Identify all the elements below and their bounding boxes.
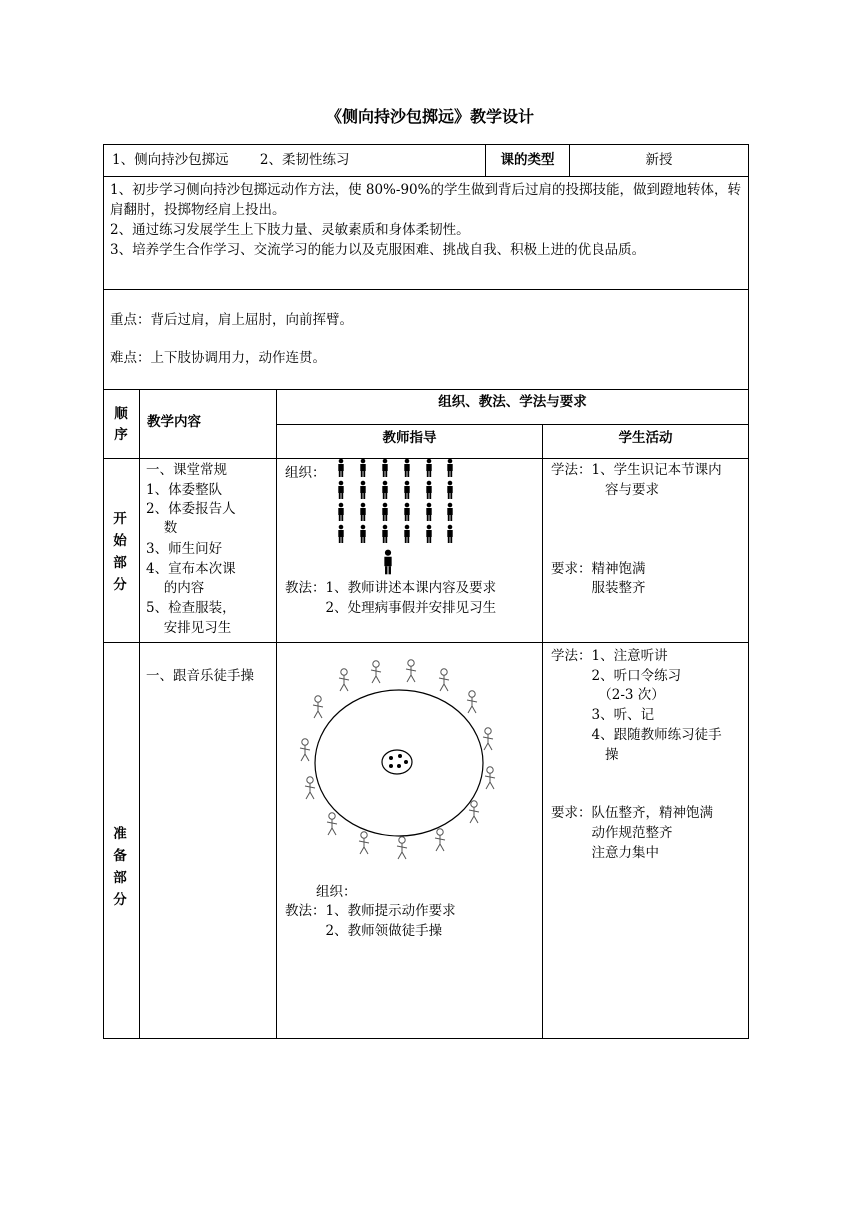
objective-1: 1、初步学习侧向持沙包掷远动作方法，使 80%-90%的学生做到背后过肩的投掷技能，做到蹬地转体，转肩翻肘，投掷物经肩上投出。 bbox=[110, 182, 741, 218]
content-header: 教学内容 bbox=[147, 414, 201, 430]
org-label: 组织： bbox=[316, 884, 357, 900]
org-label: 组织： bbox=[285, 465, 326, 481]
student-line: 容与要求 bbox=[551, 482, 659, 498]
teacher-method-line: 2、处理病事假并安排见习生 bbox=[285, 600, 497, 616]
content-line: 一、课堂常规 bbox=[146, 462, 227, 478]
section-label-prep: 准备部分 bbox=[113, 826, 127, 908]
objective-3: 3、培养学生合作学习、交流学习的能力以及克服困难、挑战自我、积极上进的优良品质。 bbox=[110, 242, 646, 258]
student-line: 操 bbox=[551, 747, 619, 763]
key-points: 重点：背后过肩，肩上屈肘，向前挥臂。 bbox=[110, 312, 353, 328]
content-line: 2、体委报告人 bbox=[146, 501, 236, 517]
content-line: 4、宣布本次课 bbox=[146, 561, 236, 577]
section-label-start: 开始部分 bbox=[113, 511, 127, 593]
student-line: 要求：队伍整齐，精神饱满 bbox=[551, 805, 713, 821]
teacher-method-line: 教法：1、教师讲述本课内容及要求 bbox=[285, 580, 497, 596]
student-line: 学法：1、学生识记本节课内 bbox=[551, 462, 722, 478]
student-line: 服装整齐 bbox=[551, 580, 646, 596]
student-line: 4、跟随教师练习徒手 bbox=[551, 727, 722, 743]
lesson-topics: 1、侧向持沙包掷远 2、柔韧性练习 bbox=[112, 152, 350, 168]
student-line: 要求：精神饱满 bbox=[551, 561, 646, 577]
content-line: 的内容 bbox=[146, 580, 205, 596]
teacher-method-line: 2、教师领做徒手操 bbox=[285, 923, 443, 939]
student-line: 3、听、记 bbox=[551, 707, 655, 723]
student-line: 动作规范整齐 bbox=[551, 825, 673, 841]
page-title: 《侧向持沙包掷远》教学设计 bbox=[325, 107, 534, 126]
content-line: 安排见习生 bbox=[146, 620, 232, 636]
content-line: 1、体委整队 bbox=[146, 482, 223, 498]
student-line: 2、听口令练习 bbox=[551, 668, 682, 684]
order-header: 顺序 bbox=[114, 406, 128, 443]
objective-2: 2、通过练习发展学生上下肢力量、灵敏素质和身体柔韧性。 bbox=[110, 222, 470, 238]
teacher-method-line: 教法：1、教师提示动作要求 bbox=[285, 903, 456, 919]
content-line: 数 bbox=[146, 520, 178, 536]
teacher-figure bbox=[384, 550, 391, 575]
teacher-header: 教师指导 bbox=[382, 430, 437, 446]
content-line: 5、检查服装， bbox=[146, 600, 236, 616]
content-line: 3、师生问好 bbox=[146, 541, 223, 557]
lesson-type-label: 课的类型 bbox=[500, 152, 555, 168]
student-rows bbox=[338, 459, 452, 543]
circle-ring bbox=[315, 690, 483, 836]
content-line: 一、跟音乐徒手操 bbox=[146, 668, 254, 684]
student-line: 学法：1、注意听讲 bbox=[551, 648, 668, 664]
circle-formation-diagram bbox=[296, 652, 506, 867]
class-formation-diagram bbox=[330, 458, 460, 578]
student-line: 注意力集中 bbox=[551, 845, 659, 861]
student-line: （2-3 次） bbox=[551, 687, 665, 703]
student-header: 学生活动 bbox=[618, 430, 673, 446]
lesson-type-value: 新授 bbox=[645, 152, 673, 168]
difficulty: 难点：上下肢协调用力，动作连贯。 bbox=[110, 350, 326, 366]
methods-header: 组织、教法、学法与要求 bbox=[438, 394, 587, 410]
center-group bbox=[382, 750, 412, 774]
